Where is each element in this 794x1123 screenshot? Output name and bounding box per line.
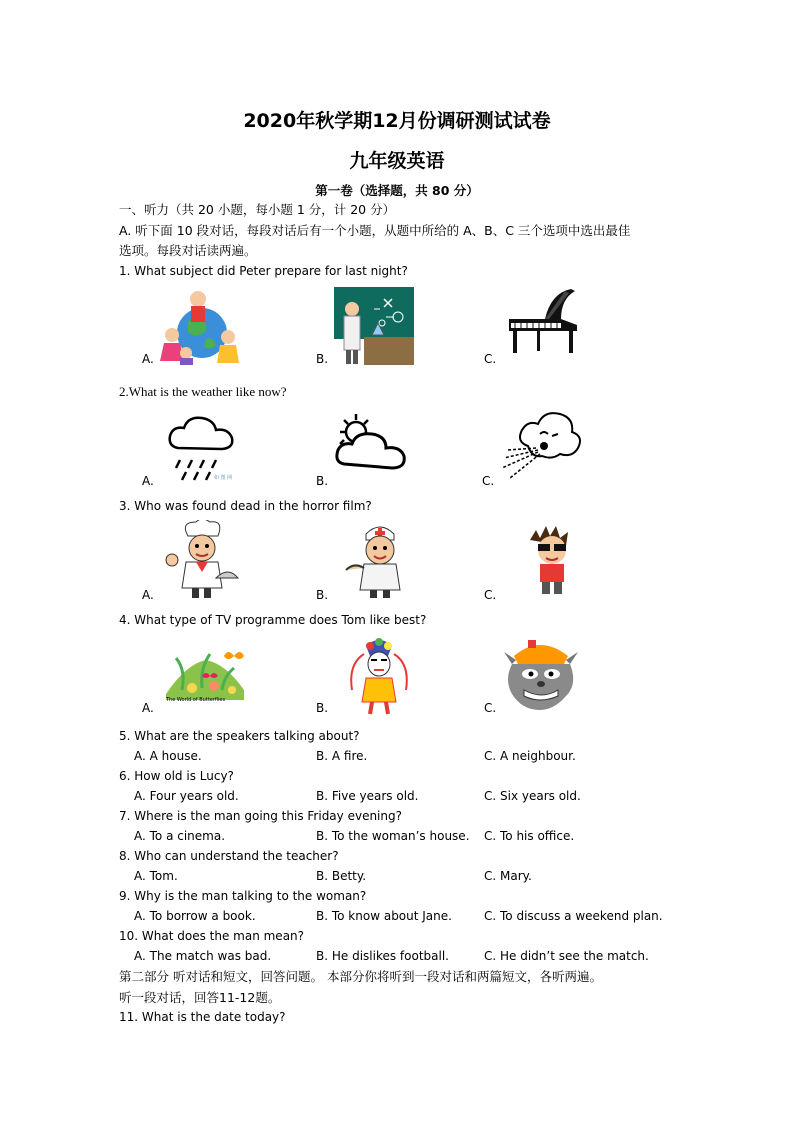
q8-option-b: B. Betty. bbox=[316, 869, 367, 883]
sun-cloud-icon bbox=[334, 410, 414, 476]
q10-option-c: C. He didn’t see the match. bbox=[484, 949, 649, 963]
q1-option-c-label: C. bbox=[484, 352, 497, 366]
question-5: 5. What are the speakers talking about? bbox=[119, 729, 360, 743]
q2-option-b-label: B. bbox=[316, 474, 329, 488]
q10-option-a: A. The match was bad. bbox=[134, 949, 272, 963]
q6-option-b: B. Five years old. bbox=[316, 789, 419, 803]
question-8: 8. Who can understand the teacher? bbox=[119, 849, 339, 863]
q5-option-c: C. A neighbour. bbox=[484, 749, 576, 763]
q9-option-b: B. To know about Jane. bbox=[316, 909, 452, 923]
q8-option-c: C. Mary. bbox=[484, 869, 532, 883]
exam-title: 2020年秋学期12月份调研测试试卷 bbox=[243, 110, 551, 132]
cook-icon bbox=[160, 520, 240, 600]
q7-option-a: A. To a cinema. bbox=[134, 829, 226, 843]
question-11: 11. What is the date today? bbox=[119, 1010, 286, 1024]
doctor-icon bbox=[338, 520, 418, 598]
q10-option-b: B. He dislikes football. bbox=[316, 949, 449, 963]
q1-option-b-label: B. bbox=[316, 352, 329, 366]
part2-instruction: 第二部分 听对话和短文，回答问题。 本部分你将听到一段对话和两篇短文，各听两遍。 bbox=[119, 969, 602, 984]
question-4: 4. What type of TV programme does Tom like best? bbox=[119, 613, 427, 627]
volume-heading: 第一卷（选择题，共 80 分） bbox=[315, 183, 479, 198]
watermark-text: 如 图 网 bbox=[214, 475, 233, 481]
wind-cloud-icon bbox=[498, 406, 582, 486]
question-2: 2.What is the weather like now? bbox=[119, 384, 287, 399]
question-10: 10. What does the man mean? bbox=[119, 929, 305, 943]
q9-option-c: C. To discuss a weekend plan. bbox=[484, 909, 663, 923]
peking-opera-icon bbox=[344, 636, 414, 716]
cool-boy-icon bbox=[516, 524, 586, 600]
question-1: 1. What subject did Peter prepare for last night? bbox=[119, 264, 408, 278]
question-7: 7. Where is the man going this Friday evening? bbox=[119, 809, 402, 823]
science-teacher-icon bbox=[334, 287, 414, 365]
question-6: 6. How old is Lucy? bbox=[119, 769, 234, 783]
geography-globe-kids-icon bbox=[160, 287, 240, 365]
q3-option-a-label: A. bbox=[142, 588, 154, 602]
instruction-line-1: A. 听下面 10 段对话，每段对话后有一个小题，从题中所给的 A、B、C 三个选项中选出最佳 bbox=[119, 223, 631, 238]
q3-option-c-label: C. bbox=[484, 588, 497, 602]
q4-option-c-label: C. bbox=[484, 701, 497, 715]
q2-option-a-label: A. bbox=[142, 474, 154, 488]
piano-icon bbox=[505, 285, 579, 359]
q5-option-a: A. A house. bbox=[134, 749, 202, 763]
q9-option-a: A. To borrow a book. bbox=[134, 909, 256, 923]
exam-subject: 九年级英语 bbox=[349, 150, 445, 172]
q1-option-a-label: A. bbox=[142, 352, 154, 366]
part2-dialogue-note: 听一段对话，回答11-12题。 bbox=[119, 990, 281, 1005]
q2-option-c-label: C. bbox=[482, 474, 495, 488]
section-heading: 一、听力（共 20 小题，每小题 1 分，计 20 分） bbox=[119, 202, 396, 217]
butterfly-documentary-icon bbox=[162, 642, 248, 704]
cartoon-wolf-icon bbox=[498, 634, 584, 716]
q4-option-b-label: B. bbox=[316, 701, 329, 715]
q7-option-b: B. To the woman’s house. bbox=[316, 829, 470, 843]
q3-option-b-label: B. bbox=[316, 588, 329, 602]
q8-option-a: A. Tom. bbox=[134, 869, 178, 883]
question-3: 3. Who was found dead in the horror film? bbox=[119, 499, 372, 513]
q5-option-b: B. A fire. bbox=[316, 749, 368, 763]
q4-option-a-label: A. bbox=[142, 701, 154, 715]
q6-option-a: A. Four years old. bbox=[134, 789, 239, 803]
q7-option-c: C. To his office. bbox=[484, 829, 575, 843]
instruction-line-2: 选项。每段对话读两遍。 bbox=[119, 243, 257, 258]
butterfly-caption: The World of Butterflies bbox=[166, 697, 226, 703]
question-9: 9. Why is the man talking to the woman? bbox=[119, 889, 367, 903]
q6-option-c: C. Six years old. bbox=[484, 789, 581, 803]
